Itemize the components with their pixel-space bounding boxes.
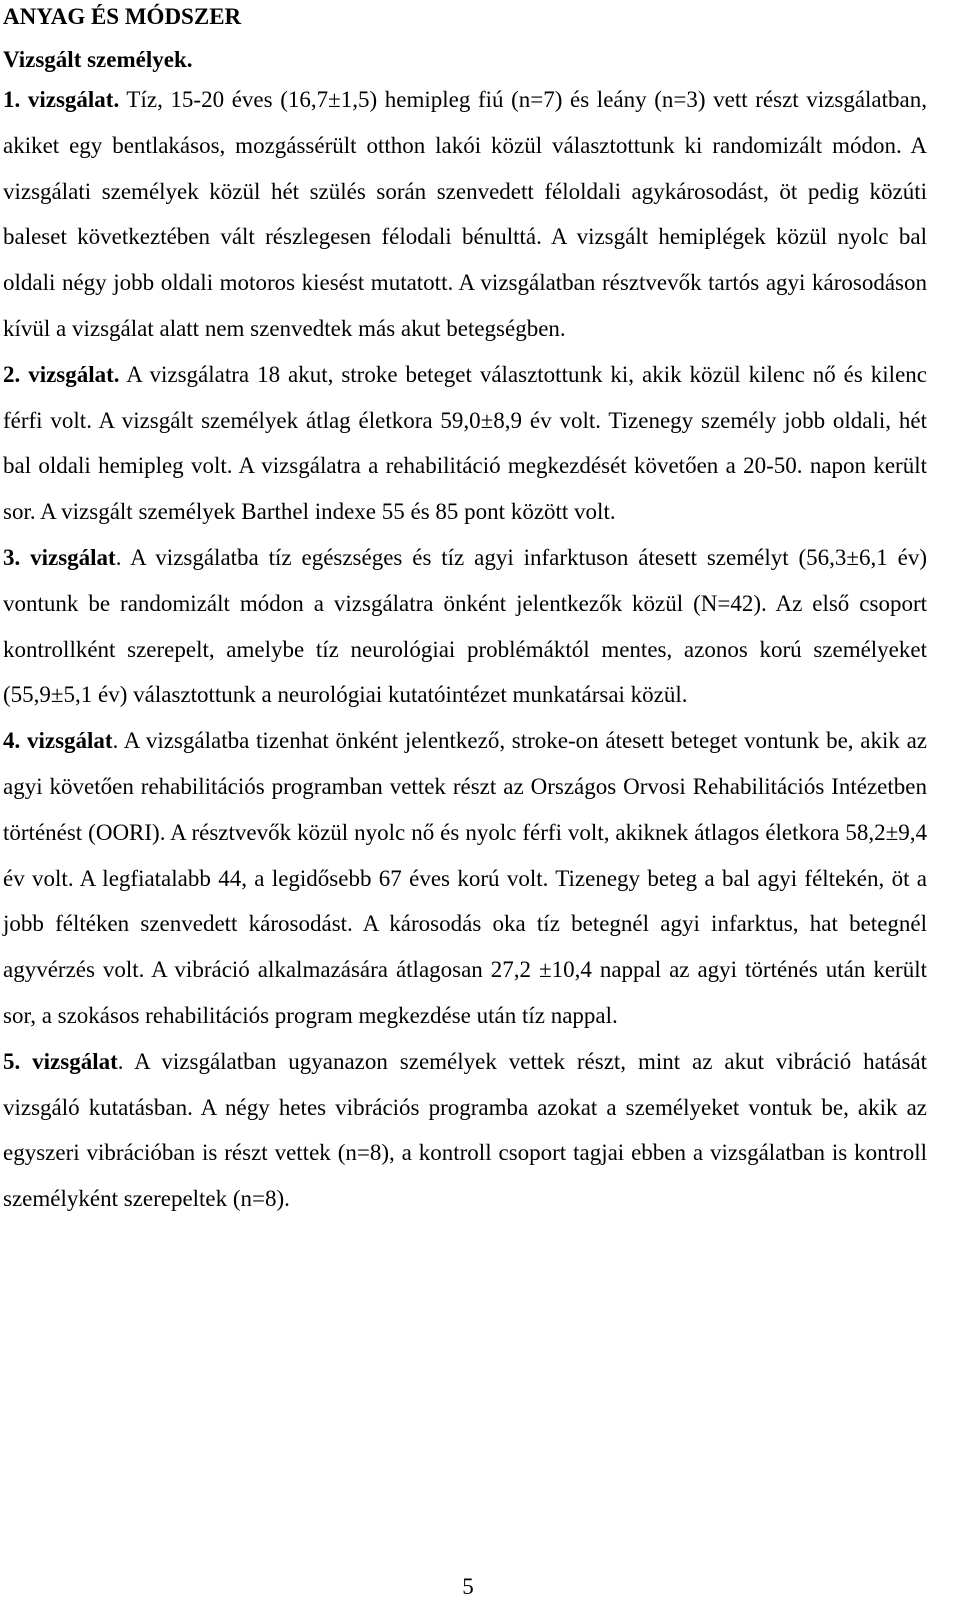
- study-4-lead: 4. vizsgálat: [3, 728, 113, 754]
- study-5-lead: 5. vizsgálat: [3, 1048, 118, 1074]
- study-3-paragraph: [3, 535, 927, 718]
- study-1-paragraph: [3, 77, 927, 352]
- study-1-lead: 1. vizsgálat.: [3, 87, 120, 112]
- study-4-paragraph: [3, 718, 927, 1039]
- page-number: 5: [462, 1574, 474, 1599]
- document-page: [3, 0, 927, 1222]
- study-4-text: . A vizsgálatba tizenhat önként jelentkező, stroke-on átesett beteget vontunk be, akik az agyi követően rehabilitációs programban vettek részt az Országos Orvosi Rehabilitációs Intézetben történést (OORI). A résztvevők közül nyolc nő és nyolc férfi volt, akiknek átlagos életkora 58,2±9,4 év volt. A legfiatalabb 44, a legidősebb 67 éves korú volt. Tizenegy beteg a bal agyi féltekén, öt a jobb féltéken szenvedett károsodást. A károsodás oka tíz betegnél agyi infarktus, hat betegnél agyvérzés volt. A vibráció alkalmazására átlagosan 27,2 ±10,4 nappal az agyi történés után került sor, a szokásos rehabilitációs program megkezdése után tíz nappal.: [3, 728, 927, 1028]
- study-5-text: . A vizsgálatban ugyanazon személyek vettek részt, mint az akut vibráció hatását vizsgáló kutatásban. A négy hetes vibrációs programba azokat a személyeket vontuk be, akik az egyszeri vibrációban is részt vettek (n=8), a kontroll csoport tagjai ebben a vizsgálatban is kontroll személyként szerepeltek (n=8).: [3, 1048, 927, 1212]
- study-2-lead: 2. vizsgálat.: [3, 361, 120, 387]
- study-2-paragraph: [3, 352, 927, 535]
- study-2-text: A vizsgálatra 18 akut, stroke beteget választottunk ki, akik közül kilenc nő és kilenc férfi volt. A vizsgált személyek átlag életkora 59,0±8,9 év volt. Tizenegy személy jobb oldali, hét bal oldali hemipleg volt. A vizsgálatra a rehabilitáció megkezdését követően a 20-50. napon került sor. A vizsgált személyek Barthel indexe 55 és 85 pont között volt.: [3, 361, 927, 525]
- study-5-paragraph: [3, 1039, 927, 1222]
- study-3-text: . A vizsgálatba tíz egészséges és tíz agyi infarktuson átesett személyt (56,3±6,1 év) vontunk be randomizált módon a vizsgálatra önként jelentkezők közül (N=42). Az első csoport kontrollként szerepelt, amelybe tíz neurológiai problémáktól mentes, azonos korú személyeket (55,9±5,1 év) választottunk a neurológiai kutatóintézet munkatársai közül.: [3, 544, 927, 708]
- section-title: ANYAG ÉS MÓDSZER: [3, 4, 242, 29]
- study-3-lead: 3. vizsgálat: [3, 544, 116, 570]
- study-1-text: Tíz, 15-20 éves (16,7±1,5) hemipleg fiú (n=7) és leány (n=3) vett részt vizsgálatban, akiket egy bentlakásos, mozgássérült otthon lakói közül választottunk ki randomizált módon. A vizsgálati személyek közül hét szülés során szenvedett féloldali agykárosodást, öt pedig közúti baleset következtében vált részlegesen félodali bénulttá. A vizsgált hemiplégek közül nyolc bal oldali négy jobb oldali motoros kiesést mutatott. A vizsgálatban résztvevők tartós agyi károsodáson kívül a vizsgálat alatt nem szenvedtek más akut betegségben.: [3, 87, 927, 341]
- subsection-title: Vizsgált személyek.: [3, 47, 193, 72]
